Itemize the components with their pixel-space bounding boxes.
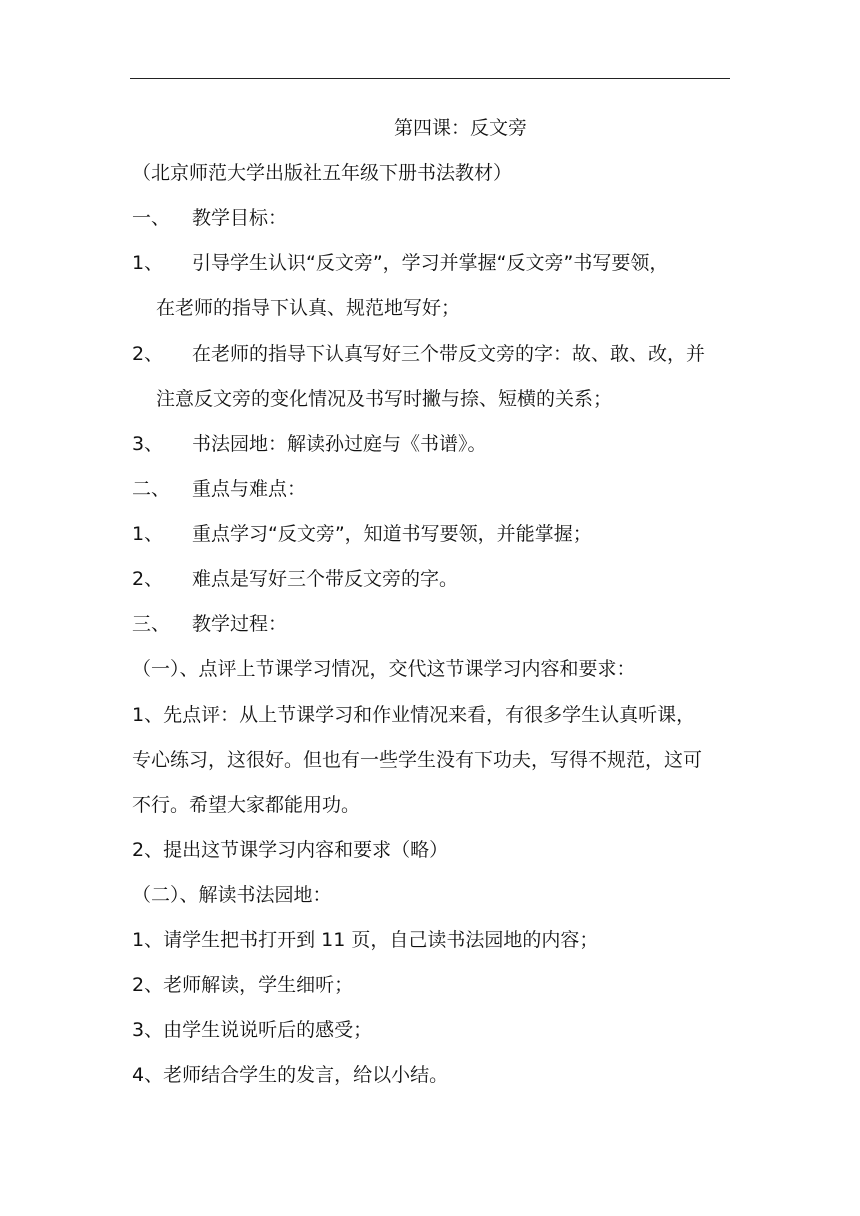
process-part-1-item-2: 2、提出这节课学习内容和要求（略） [132,839,449,861]
process-part-2-item-2: 2、老师解读，学生细听； [132,974,354,996]
item-text: 重点学习“反文旁”，知道书写要领，并能掌握； [192,523,592,545]
section-heading-text: 教学过程： [192,613,288,635]
process-part-1-item-1: 1、先点评：从上节课学习和作业情况来看，有很多学生认真听课， [132,704,696,726]
process-part-2-item-4: 4、老师结合学生的发言，给以小结。 [132,1064,449,1086]
item-marker: 1、 [132,252,164,274]
item-marker: 1、 [132,523,164,545]
section-marker: 一、 [132,207,171,229]
process-part-2-item-1: 1、请学生把书打开到 11 页，自己读书法园地的内容； [132,929,599,951]
section-heading-text: 重点与难点： [192,478,307,500]
item-text: 难点是写好三个带反文旁的字。 [192,568,459,590]
item-text: 书法园地：解读孙过庭与《书谱》。 [192,433,487,455]
process-part-1-item-1-continued: 专心练习，这很好。但也有一些学生没有下功夫，写得不规范，这可 [132,749,703,771]
objective-item-2 [132,341,705,367]
process-part-2-heading: （二）、解读书法园地： [132,884,332,906]
section-heading-process [132,611,287,637]
objective-item-3 [132,431,487,457]
process-part-2-item-3: 3、由学生说说听后的感受； [132,1019,373,1041]
header-rule [130,78,730,79]
objective-item-1-continued: 在老师的指导下认真、规范地写好； [156,297,461,319]
textbook-source: （北京师范大学出版社五年级下册书法教材） [132,162,513,184]
item-marker: 2、 [132,568,164,590]
process-part-1-heading: （一）、点评上节课学习情况，交代这节课学习内容和要求： [132,658,636,680]
section-heading-objectives [132,205,287,231]
process-part-1-item-1-end: 不行。希望大家都能用功。 [132,794,361,816]
item-text: 引导学生认识“反文旁”，学习并掌握“反文旁”书写要领， [192,252,669,274]
section-marker: 二、 [132,478,171,500]
section-marker: 三、 [132,613,171,635]
section-heading-key-points [132,476,306,502]
section-heading-text: 教学目标： [192,207,288,229]
lesson-title: 第四课：反文旁 [394,117,528,139]
objective-item-2-continued: 注意反文旁的变化情况及书写时撇与捺、短横的关系； [156,388,613,410]
item-marker: 3、 [132,433,164,455]
item-marker: 2、 [132,343,164,365]
item-text: 在老师的指导下认真写好三个带反文旁的字：故、敢、改，并 [192,343,706,365]
key-point-item-2 [132,566,458,592]
objective-item-1 [132,250,668,276]
key-point-item-1 [132,521,592,547]
